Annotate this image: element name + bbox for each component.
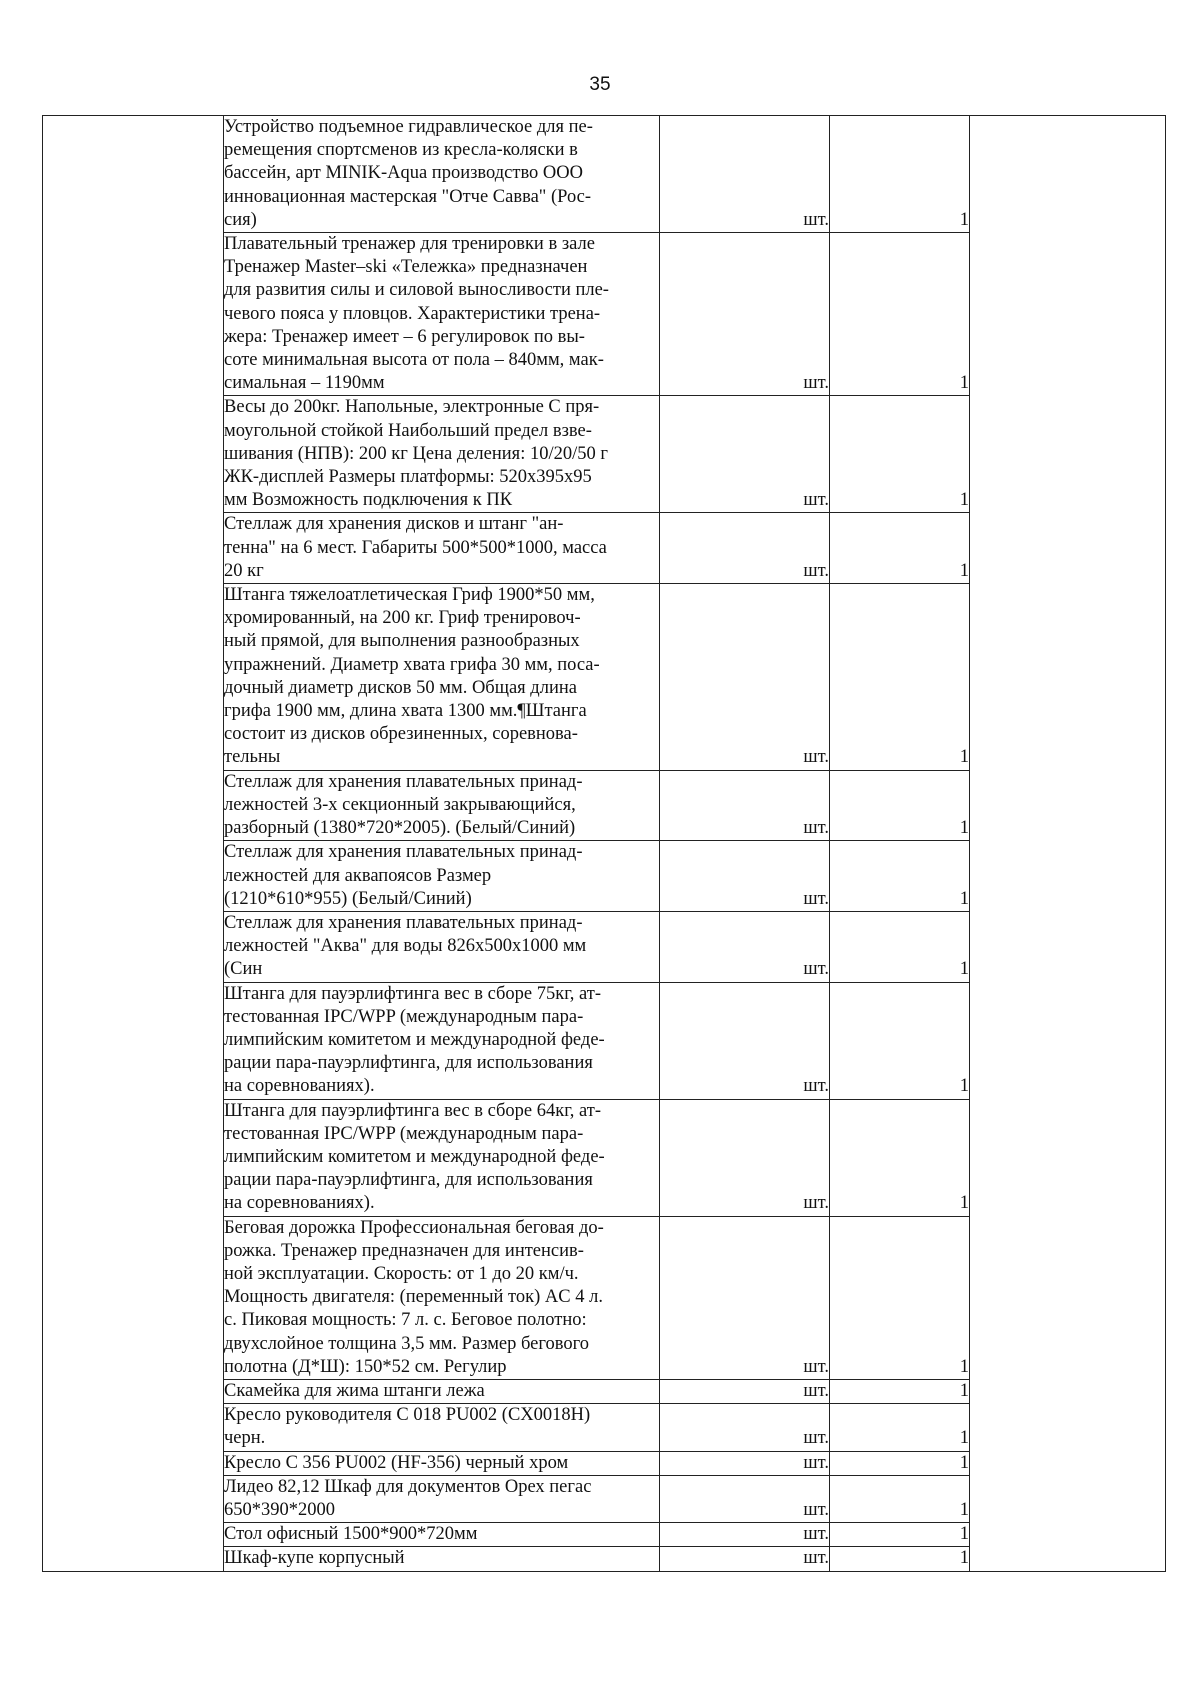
quantity-cell: 1	[830, 1404, 970, 1451]
note-cell	[970, 116, 1166, 1572]
item-description-line: Стол офисный 1500*900*720мм	[224, 1524, 478, 1545]
item-description-line: Стеллаж для хранения плавательных принад-	[224, 771, 583, 792]
item-description-line: упражнений. Диаметр хвата грифа 30 мм, поса-	[224, 654, 600, 675]
unit-cell: шт.	[660, 233, 830, 396]
item-description-line: лимпийским комитетом и международной феде-	[224, 1146, 605, 1167]
inventory-table	[42, 115, 1166, 1572]
unit-cell: шт.	[660, 1451, 830, 1475]
item-description-cell	[224, 841, 660, 912]
inventory-table-body	[43, 116, 1166, 1572]
item-description-line: Весы до 200кг. Напольные, электронные С пря-	[224, 397, 600, 418]
item-description-line: Стеллаж для хранения плавательных принад-	[224, 912, 583, 933]
quantity-cell: 1	[830, 770, 970, 841]
quantity-cell: 1	[830, 1523, 970, 1547]
item-description-line: (1210*610*955) (Белый/Синий)	[224, 888, 472, 909]
item-description-line: грифа 1900 мм, длина хвата 1300 мм.¶Штанга	[224, 701, 587, 722]
quantity-cell: 1	[830, 1216, 970, 1379]
item-description-line: рожка. Тренажер предназначен для интенсив-	[224, 1240, 584, 1261]
item-description-cell	[224, 1475, 660, 1522]
quantity-cell: 1	[830, 584, 970, 771]
unit-cell: шт.	[660, 911, 830, 982]
item-description-line: Штанга для пауэрлифтинга вес в сборе 64кг, ат-	[224, 1100, 601, 1121]
unit-cell: шт.	[660, 396, 830, 513]
page-number: 35	[589, 74, 611, 95]
row-number-cell	[43, 116, 224, 1572]
item-description-line: полотна (Д*Ш): 150*52 см. Регулир	[224, 1356, 507, 1377]
item-description-line: для развития силы и силовой выносливости пле-	[224, 280, 609, 301]
item-description-line: рации пара-пауэрлифтинга, для использования	[224, 1053, 593, 1074]
item-description-line: Стеллаж для хранения плавательных принад-	[224, 842, 583, 863]
item-description-line: Кресло С 356 PU002 (HF-356) черный хром	[224, 1452, 569, 1473]
item-description-cell	[224, 1523, 660, 1547]
unit-cell: шт.	[660, 116, 830, 233]
quantity-cell: 1	[830, 1099, 970, 1216]
item-description-line: жера: Тренажер имеет – 6 регулировок по вы-	[224, 326, 585, 347]
unit-cell: шт.	[660, 1475, 830, 1522]
item-description-line: Лидео 82,12 Шкаф для документов Орех пегас	[224, 1476, 592, 1497]
item-description-line: Кресло руководителя С 018 PU002 (CX0018H)	[224, 1405, 591, 1426]
quantity-cell: 1	[830, 396, 970, 513]
item-description-line: с. Пиковая мощность: 7 л. с. Беговое полотно:	[224, 1310, 587, 1331]
unit-cell: шт.	[660, 513, 830, 584]
item-description-line: двухслойное толщина 3,5 мм. Размер бегового	[224, 1333, 589, 1354]
item-description-line: дочный диаметр дисков 50 мм. Общая длина	[224, 677, 577, 698]
item-description-line: черн.	[224, 1428, 266, 1449]
item-description-line: Скамейка для жима штанги лежа	[224, 1380, 485, 1401]
item-description-line: симальная – 1190мм	[224, 373, 385, 394]
quantity-cell: 1	[830, 233, 970, 396]
item-description-line: (Син	[224, 959, 263, 980]
item-description-line: ремещения спортсменов из кресла-коляски в	[224, 140, 578, 161]
item-description-line: соте минимальная высота от пола – 840мм, мак-	[224, 350, 604, 371]
item-description-line: 20 кг	[224, 560, 264, 581]
item-description-line: лежностей 3-х секционный закрывающийся,	[224, 794, 576, 815]
quantity-cell: 1	[830, 513, 970, 584]
item-description-line: ЖК-дисплей Размеры платформы: 520х395х95	[224, 467, 592, 488]
item-description-line: тестованная IPC/WPP (международным пара-	[224, 1006, 584, 1027]
item-description-line: Беговая дорожка Профессиональная беговая до-	[224, 1217, 604, 1238]
item-description-line: сия)	[224, 209, 257, 230]
item-description-line: разборный (1380*720*2005). (Белый/Синий)	[224, 818, 576, 839]
item-description-line: тестованная IPC/WPP (международным пара-	[224, 1123, 584, 1144]
item-description-line: Тренажер Master–ski «Тележка» предназначен	[224, 257, 588, 278]
unit-cell: шт.	[660, 1099, 830, 1216]
unit-cell: шт.	[660, 841, 830, 912]
unit-cell: шт.	[660, 1404, 830, 1451]
item-description-cell	[224, 1404, 660, 1451]
item-description-line: на соревнованиях).	[224, 1076, 375, 1097]
item-description-line: Стеллаж для хранения дисков и штанг "ан-	[224, 514, 564, 535]
item-description-cell	[224, 1547, 660, 1571]
item-description-cell	[224, 982, 660, 1099]
item-description-line: тенна" на 6 мест. Габариты 500*500*1000, масса	[224, 537, 607, 558]
item-description-cell	[224, 116, 660, 233]
item-description-cell	[224, 770, 660, 841]
item-description-line: хромированный, на 200 кг. Гриф тренировоч-	[224, 608, 581, 629]
item-description-cell	[224, 233, 660, 396]
item-description-line: Устройство подъемное гидравлическое для пе-	[224, 117, 593, 137]
quantity-cell: 1	[830, 116, 970, 233]
unit-cell: шт.	[660, 982, 830, 1099]
unit-cell: шт.	[660, 1547, 830, 1571]
item-description-line: Штанга тяжелоатлетическая Гриф 1900*50 мм,	[224, 585, 595, 606]
item-description-line: чевого пояса у пловцов. Характеристики трена-	[224, 303, 601, 324]
item-description-line: рации пара-пауэрлифтинга, для использования	[224, 1170, 593, 1191]
item-description-cell	[224, 1379, 660, 1403]
item-description-line: на соревнованиях).	[224, 1193, 375, 1214]
item-description-cell	[224, 1451, 660, 1475]
unit-cell: шт.	[660, 584, 830, 771]
item-description-cell	[224, 911, 660, 982]
quantity-cell: 1	[830, 911, 970, 982]
item-description-line: Шкаф-купе корпусный	[224, 1548, 405, 1569]
item-description-line: тельны	[224, 747, 281, 768]
quantity-cell: 1	[830, 982, 970, 1099]
item-description-cell	[224, 1216, 660, 1379]
item-description-line: Мощность двигателя: (переменный ток) AC 4 л.	[224, 1287, 603, 1308]
item-description-line: инновационная мастерская "Отче Савва" (Рос-	[224, 186, 592, 207]
item-description-line: ный прямой, для выполнения разнообразных	[224, 631, 580, 652]
item-description-line: бассейн, арт MINIK-Aqua производство ООО	[224, 163, 584, 184]
item-description-line: моугольной стойкой Наибольший предел взве-	[224, 420, 592, 441]
table-row	[43, 116, 1166, 233]
item-description-line: Плавательный тренажер для тренировки в зале	[224, 234, 595, 255]
item-description-line: 650*390*2000	[224, 1499, 335, 1520]
quantity-cell: 1	[830, 1547, 970, 1571]
item-description-line: ной эксплуатации. Скорость: от 1 до 20 км/ч.	[224, 1263, 579, 1284]
quantity-cell: 1	[830, 1475, 970, 1522]
item-description-line: шивания (НПВ): 200 кг Цена деления: 10/20/50 г	[224, 443, 608, 464]
quantity-cell: 1	[830, 1451, 970, 1475]
unit-cell: шт.	[660, 1216, 830, 1379]
quantity-cell: 1	[830, 841, 970, 912]
item-description-line: мм Возможность подключения к ПК	[224, 490, 513, 511]
item-description-line: лежностей для аквапоясов Размер	[224, 865, 492, 886]
item-description-cell	[224, 584, 660, 771]
quantity-cell: 1	[830, 1379, 970, 1403]
item-description-line: лежностей "Аква" для воды 826х500х1000 мм	[224, 936, 587, 957]
item-description-line: лимпийским комитетом и международной феде-	[224, 1029, 605, 1050]
item-description-line: Штанга для пауэрлифтинга вес в сборе 75кг, ат-	[224, 983, 601, 1004]
item-description-line: состоит из дисков обрезиненных, соревнова-	[224, 724, 578, 745]
unit-cell: шт.	[660, 1379, 830, 1403]
unit-cell: шт.	[660, 770, 830, 841]
item-description-cell	[224, 1099, 660, 1216]
item-description-cell	[224, 396, 660, 513]
item-description-cell	[224, 513, 660, 584]
unit-cell: шт.	[660, 1523, 830, 1547]
